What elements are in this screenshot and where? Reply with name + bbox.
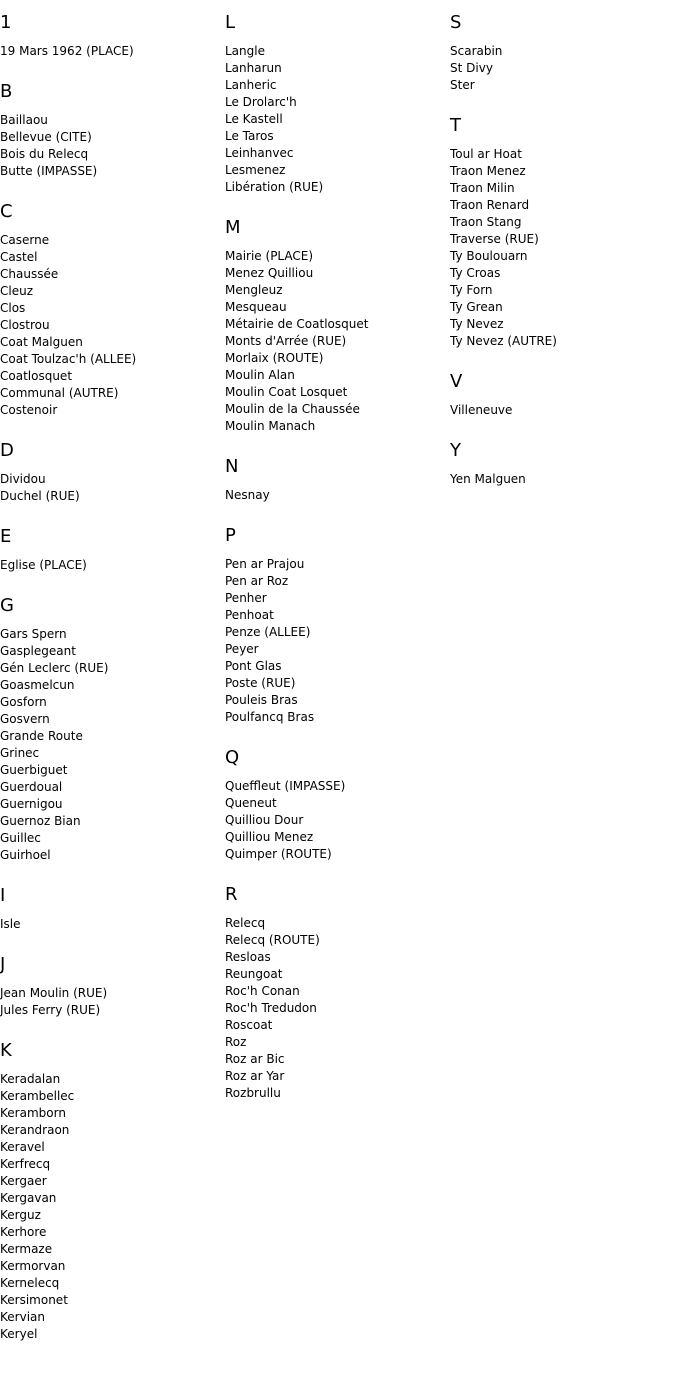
section-letter-heading: S [450, 12, 462, 33]
street-name: Gén Leclerc (RUE) [0, 661, 109, 675]
street-name: Nesnay [225, 488, 270, 502]
street-name: Moulin Coat Losquet [225, 385, 348, 399]
street-name: Reungoat [225, 967, 283, 981]
street-name: Gosforn [0, 695, 47, 709]
street-name: Kergavan [0, 1191, 57, 1205]
street-name: Morlaix (ROUTE) [225, 351, 324, 365]
section-letter-heading: B [0, 81, 13, 102]
street-list [450, 402, 670, 419]
street-list [225, 487, 445, 504]
street-list [0, 916, 220, 933]
street-name: Guernigou [0, 797, 63, 811]
street-name: Moulin Alan [225, 368, 295, 382]
street-name: Roc'h Conan [225, 984, 300, 998]
street-name: Lesmenez [225, 163, 286, 177]
street-name: Traon Milin [450, 181, 515, 195]
street-name: Rozbrullu [225, 1086, 281, 1100]
street-name: Mesqueau [225, 300, 287, 314]
street-list [450, 43, 670, 94]
street-list [225, 778, 445, 863]
street-name: Ty Nevez (AUTRE) [450, 334, 557, 348]
street-name: Duchel (RUE) [0, 489, 80, 503]
street-name: Roz ar Yar [225, 1069, 285, 1083]
letter-section [0, 12, 220, 60]
street-name: Gars Spern [0, 627, 67, 641]
street-name: Kerambellec [0, 1089, 75, 1103]
street-name: Baillaou [0, 113, 48, 127]
street-name: Ty Forn [450, 283, 493, 297]
letter-section [225, 525, 445, 726]
street-list [225, 43, 445, 196]
street-name: Monts d'Arrée (RUE) [225, 334, 347, 348]
section-letter-heading: L [225, 12, 236, 33]
street-list [450, 146, 670, 350]
street-name: Langle [225, 44, 265, 58]
street-name: Gasplegeant [0, 644, 76, 658]
street-name: Métairie de Coatlosquet [225, 317, 369, 331]
street-name: Mairie (PLACE) [225, 249, 314, 263]
street-name: Moulin de la Chaussée [225, 402, 360, 416]
letter-section [0, 595, 220, 864]
street-name: Guirhoel [0, 848, 51, 862]
street-name: Mengleuz [225, 283, 283, 297]
street-name: Lanharun [225, 61, 282, 75]
street-name: Keravel [0, 1140, 45, 1154]
section-letter-heading: J [0, 954, 6, 975]
street-name: Guerdoual [0, 780, 63, 794]
street-name: Le Kastell [225, 112, 283, 126]
street-name: Keramborn [0, 1106, 66, 1120]
street-list [0, 43, 220, 60]
street-name: Pont Glas [225, 659, 282, 673]
street-name: Jules Ferry (RUE) [0, 1003, 101, 1017]
street-name: Communal (AUTRE) [0, 386, 119, 400]
letter-section [0, 885, 220, 933]
street-name: Moulin Manach [225, 419, 316, 433]
street-list [0, 557, 220, 574]
street-name: Caserne [0, 233, 50, 247]
street-name: Traon Stang [450, 215, 522, 229]
street-name: Clostrou [0, 318, 50, 332]
street-name: Kermorvan [0, 1259, 66, 1273]
street-name: Penher [225, 591, 267, 605]
section-letter-heading: N [225, 456, 239, 477]
street-name: Resloas [225, 950, 271, 964]
letter-section [225, 884, 445, 1102]
street-name: Queneut [225, 796, 277, 810]
street-name: Dividou [0, 472, 46, 486]
street-name: Bellevue (CITE) [0, 130, 92, 144]
street-name: Traon Menez [450, 164, 526, 178]
street-name: Kernelecq [0, 1276, 60, 1290]
street-name: Roc'h Tredudon [225, 1001, 317, 1015]
street-name: Kerandraon [0, 1123, 70, 1137]
section-letter-heading: V [450, 371, 463, 392]
letter-section [450, 440, 670, 488]
street-name: Poste (RUE) [225, 676, 296, 690]
street-name: Villeneuve [450, 403, 513, 417]
street-list [0, 985, 220, 1019]
letter-section [450, 115, 670, 350]
street-name: Ty Grean [450, 300, 503, 314]
section-letter-heading: I [0, 885, 6, 906]
section-letter-heading: 1 [0, 12, 12, 33]
letter-section [225, 12, 445, 196]
street-name: Ty Croas [450, 266, 501, 280]
street-name: Guerbiguet [0, 763, 68, 777]
letter-section [450, 371, 670, 419]
street-name: Coatlosquet [0, 369, 73, 383]
letter-section [0, 526, 220, 574]
street-name: Pen ar Prajou [225, 557, 305, 571]
street-name: Penze (ALLEE) [225, 625, 311, 639]
street-name: Quilliou Dour [225, 813, 304, 827]
street-name: Lanheric [225, 78, 277, 92]
index-column [450, 12, 670, 509]
street-name: Grande Route [0, 729, 83, 743]
street-name: Coat Malguen [0, 335, 83, 349]
street-name: Kerfrecq [0, 1157, 51, 1171]
street-name: Guernoz Bian [0, 814, 81, 828]
street-name: Guillec [0, 831, 41, 845]
street-name: Gosvern [0, 712, 50, 726]
street-name: 19 Mars 1962 (PLACE) [0, 44, 134, 58]
street-name: Butte (IMPASSE) [0, 164, 98, 178]
index-column [225, 12, 445, 1123]
street-name: Kerguz [0, 1208, 41, 1222]
street-name: Ty Nevez [450, 317, 504, 331]
letter-section [225, 747, 445, 863]
street-name: Roz [225, 1035, 247, 1049]
street-list [225, 915, 445, 1102]
letter-section [0, 201, 220, 419]
street-list [0, 626, 220, 864]
street-list [225, 248, 445, 435]
street-name: Kervian [0, 1310, 45, 1324]
street-name: Le Drolarc'h [225, 95, 297, 109]
section-letter-heading: G [0, 595, 14, 616]
section-letter-heading: R [225, 884, 238, 905]
street-name: Leinhanvec [225, 146, 294, 160]
street-name: Libération (RUE) [225, 180, 324, 194]
street-name: Eglise (PLACE) [0, 558, 87, 572]
street-name: Roscoat [225, 1018, 273, 1032]
street-name: St Divy [450, 61, 493, 75]
street-name: Grinec [0, 746, 40, 760]
section-letter-heading: K [0, 1040, 12, 1061]
street-name: Pouleis Bras [225, 693, 298, 707]
letter-section [450, 12, 670, 94]
letter-section [0, 81, 220, 180]
section-letter-heading: P [225, 525, 236, 546]
section-letter-heading: M [225, 217, 241, 238]
street-name: Relecq [225, 916, 266, 930]
street-name: Penhoat [225, 608, 274, 622]
street-list [0, 471, 220, 505]
street-name: Le Taros [225, 129, 274, 143]
street-name: Jean Moulin (RUE) [0, 986, 108, 1000]
letter-section [0, 954, 220, 1019]
street-name: Roz ar Bic [225, 1052, 285, 1066]
section-letter-heading: Y [450, 440, 461, 461]
street-name: Goasmelcun [0, 678, 75, 692]
street-name: Kersimonet [0, 1293, 68, 1307]
street-name: Costenoir [0, 403, 58, 417]
street-name: Ster [450, 78, 475, 92]
letter-section [225, 217, 445, 435]
street-name: Pen ar Roz [225, 574, 289, 588]
street-name: Relecq (ROUTE) [225, 933, 320, 947]
street-list [0, 1071, 220, 1343]
street-name: Traon Renard [450, 198, 530, 212]
street-name: Scarabin [450, 44, 503, 58]
letter-section [225, 456, 445, 504]
section-letter-heading: T [450, 115, 461, 136]
section-letter-heading: E [0, 526, 12, 547]
street-name: Quimper (ROUTE) [225, 847, 332, 861]
street-name: Peyer [225, 642, 259, 656]
street-name: Keryel [0, 1327, 38, 1341]
section-letter-heading: C [0, 201, 13, 222]
street-name: Castel [0, 250, 38, 264]
street-name: Kergaer [0, 1174, 47, 1188]
street-name: Quilliou Menez [225, 830, 314, 844]
section-letter-heading: D [0, 440, 14, 461]
street-name: Cleuz [0, 284, 33, 298]
street-name: Poulfancq Bras [225, 710, 315, 724]
street-name: Isle [0, 917, 21, 931]
street-name: Clos [0, 301, 26, 315]
street-name: Traverse (RUE) [450, 232, 539, 246]
street-name: Menez Quilliou [225, 266, 314, 280]
street-name: Toul ar Hoat [450, 147, 522, 161]
index-column [0, 12, 220, 1364]
street-name: Kermaze [0, 1242, 53, 1256]
section-letter-heading: Q [225, 747, 240, 768]
street-name: Bois du Relecq [0, 147, 89, 161]
street-name: Kerhore [0, 1225, 47, 1239]
street-name: Keradalan [0, 1072, 61, 1086]
street-name: Coat Toulzac'h (ALLEE) [0, 352, 137, 366]
street-name: Queffleut (IMPASSE) [225, 779, 346, 793]
street-list [0, 232, 220, 419]
street-name: Ty Boulouarn [450, 249, 528, 263]
street-name: Yen Malguen [450, 472, 526, 486]
letter-section [0, 1040, 220, 1343]
street-list [0, 112, 220, 180]
street-list [225, 556, 445, 726]
street-name: Chaussée [0, 267, 59, 281]
letter-section [0, 440, 220, 505]
street-list [450, 471, 670, 488]
